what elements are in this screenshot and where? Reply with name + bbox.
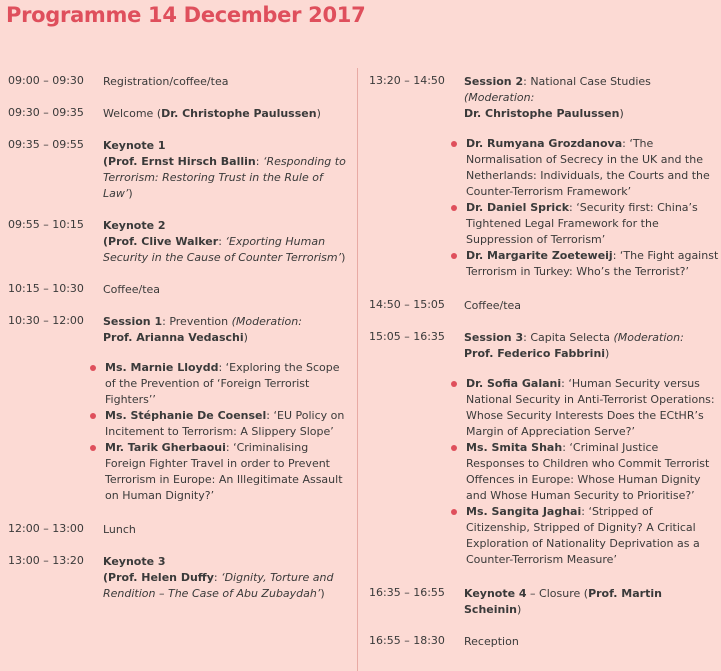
bullet-icon: [451, 381, 457, 387]
event-text: ): [128, 187, 133, 200]
schedule-row: [8, 282, 348, 298]
event-text: ): [316, 107, 321, 120]
bullet-icon: [451, 445, 457, 451]
event-text: Welcome (: [103, 107, 162, 120]
speaker-name: Dr. Margarite Zoeteweij: [466, 249, 613, 262]
time-slot: 09:35 – 09:55: [8, 138, 84, 151]
talk-list: [447, 136, 719, 280]
schedule-row: [8, 522, 348, 538]
time-slot: 12:00 – 13:00: [8, 522, 84, 535]
bullet-icon: [90, 413, 96, 419]
talk-title: ‘Responding to Terrorism: Restoring Trust in the Rule of Law’: [103, 155, 346, 200]
moderator-name: Dr. Christophe Paulussen: [464, 107, 620, 120]
time-slot: 10:15 – 10:30: [8, 282, 84, 295]
schedule-row: [369, 634, 719, 650]
speaker-name: Dr. Rumyana Grozdanova: [466, 137, 623, 150]
session-topic: : Prevention: [162, 315, 232, 328]
list-item: [86, 440, 348, 504]
time-slot: 13:00 – 13:20: [8, 554, 84, 567]
list-item: [447, 200, 719, 248]
schedule-row: [369, 74, 719, 280]
list-item: [447, 376, 719, 440]
talk-list: [86, 360, 348, 504]
session-heading: Session 2: [464, 75, 524, 88]
keynote-heading: Keynote 3: [103, 555, 166, 568]
event-text: :: [218, 235, 226, 248]
speaker-name: Dr. Daniel Sprick: [466, 201, 570, 214]
speaker-name: (Prof. Helen Duffy: [103, 571, 214, 584]
speaker-name: Prof. Martin Scheinin: [464, 587, 662, 616]
schedule-row: [8, 554, 348, 602]
talk-list: [447, 376, 719, 568]
session-topic: : National Case Studies: [523, 75, 651, 88]
speaker-name: (Prof. Ernst Hirsch Ballin: [103, 155, 256, 168]
event-text: :: [255, 155, 263, 168]
session-heading: Session 1: [103, 315, 163, 328]
list-item: [447, 440, 719, 504]
list-item: [447, 504, 719, 568]
bullet-icon: [90, 445, 96, 451]
time-slot: 16:55 – 18:30: [369, 634, 445, 647]
talk-title: : ‘The Normalisation of Secrecy in the UK and the Netherlands: Individuals, the Courts and the Counter-Terrorism Framework’: [466, 137, 710, 198]
event-text: ): [619, 107, 624, 120]
session-heading: Session 3: [464, 331, 524, 344]
bullet-icon: [451, 141, 457, 147]
event-text: ): [243, 331, 248, 344]
keynote-heading: Keynote 4: [464, 587, 527, 600]
talk-title: : ‘Security first: China’s Tightened Legal Framework for the Suppression of Terrorism’: [466, 201, 698, 246]
event-text: Lunch: [103, 523, 136, 536]
speaker-name: Ms. Sangita Jaghai: [466, 505, 582, 518]
time-slot: 09:00 – 09:30: [8, 74, 84, 87]
time-slot: 15:05 – 16:35: [369, 330, 445, 343]
speaker-name: Ms. Stéphanie De Coensel: [105, 409, 267, 422]
moderation-label: (Moderation:: [464, 91, 535, 104]
event-text: ): [320, 587, 325, 600]
talk-title: : ‘Exploring the Scope of the Prevention of ‘Foreign Terrorist Fighters’’: [105, 361, 340, 406]
speaker-name: Mr. Tarik Gherbaoui: [105, 441, 226, 454]
bullet-icon: [451, 253, 457, 259]
speaker-name: Ms. Smita Shah: [466, 441, 563, 454]
talk-title: : ‘Stripped of Citizenship, Stripped of Dignity? A Critical Exploration of Nationality Deprivation as a Counter-Terrorism Measure’: [466, 505, 700, 566]
speaker-name: Ms. Marnie Lloydd: [105, 361, 219, 374]
talk-title: : ‘Criminalising Foreign Fighter Travel in order to Prevent Terrorism in Europe: An Illegitimate Assault on Human Dignity?’: [105, 441, 343, 502]
speaker-name: (Prof. Clive Walker: [103, 235, 219, 248]
event-text: – Closure (: [526, 587, 589, 600]
schedule-row: [369, 586, 719, 618]
time-slot: 10:30 – 12:00: [8, 314, 84, 327]
event-text: :: [213, 571, 222, 584]
event-text: ): [605, 347, 610, 360]
talk-title: : ‘EU Policy on Incitement to Terrorism: A Slippery Slope’: [105, 409, 345, 438]
speaker-name: Dr. Christophe Paulussen: [161, 107, 317, 120]
talk-title: ‘Exporting Human Security in the Cause of Counter Terrorism’: [103, 235, 342, 264]
talk-title: : ‘Criminal Justice Responses to Children who Commit Terrorist Offences in Europe: Whose Human Dignity and Whose Human Security to Prioritise?’: [466, 441, 710, 502]
list-item: [86, 360, 348, 408]
time-slot: 14:50 – 15:05: [369, 298, 445, 311]
event-text: ): [516, 603, 522, 616]
schedule-row: [8, 106, 348, 122]
event-text: ): [341, 251, 346, 264]
schedule-row: [8, 218, 348, 266]
moderator-name: Prof. Federico Fabbrini: [464, 347, 606, 360]
talk-title: : ‘Human Security versus National Security in Anti-Terrorist Operations: Whose Security Interests Does the ECtHR’s Margin of Appreciation Serve?’: [466, 377, 715, 438]
list-item: [447, 136, 719, 200]
column-divider: [357, 68, 358, 671]
moderator-name: Prof. Arianna Vedaschi: [103, 331, 244, 344]
bullet-icon: [451, 509, 457, 515]
schedule-row: [8, 74, 348, 90]
keynote-heading: Keynote 1: [103, 139, 166, 152]
event-text: Coffee/tea: [103, 283, 161, 296]
speaker-name: Dr. Sofia Galani: [466, 377, 562, 390]
schedule-row: [369, 298, 719, 314]
schedule-row: [8, 314, 348, 504]
event-text: Reception: [464, 635, 519, 648]
session-topic: : Capita Selecta: [523, 331, 614, 344]
schedule-right-column: [369, 68, 719, 650]
bullet-icon: [451, 205, 457, 211]
event-text: Registration/coffee/tea: [103, 75, 229, 88]
event-text: Coffee/tea: [464, 299, 522, 312]
bullet-icon: [90, 365, 96, 371]
page-title: Programme 14 December 2017: [6, 3, 366, 27]
keynote-heading: Keynote 2: [103, 219, 166, 232]
time-slot: 16:35 – 16:55: [369, 586, 445, 599]
moderation-label: (Moderation:: [613, 331, 684, 344]
schedule-row: [369, 330, 719, 568]
schedule-left-column: [8, 68, 348, 602]
time-slot: 09:55 – 10:15: [8, 218, 84, 231]
talk-title: ‘Dignity, Torture and Rendition – The Case of Abu Zubaydah’: [103, 571, 334, 600]
moderation-label: (Moderation:: [231, 315, 302, 328]
list-item: [86, 408, 348, 440]
schedule-row: [8, 138, 348, 202]
talk-title: : ‘The Fight against Terrorism in Turkey: Who’s the Terrorist?’: [466, 249, 719, 278]
time-slot: 09:30 – 09:35: [8, 106, 84, 119]
list-item: [447, 248, 719, 280]
time-slot: 13:20 – 14:50: [369, 74, 445, 87]
